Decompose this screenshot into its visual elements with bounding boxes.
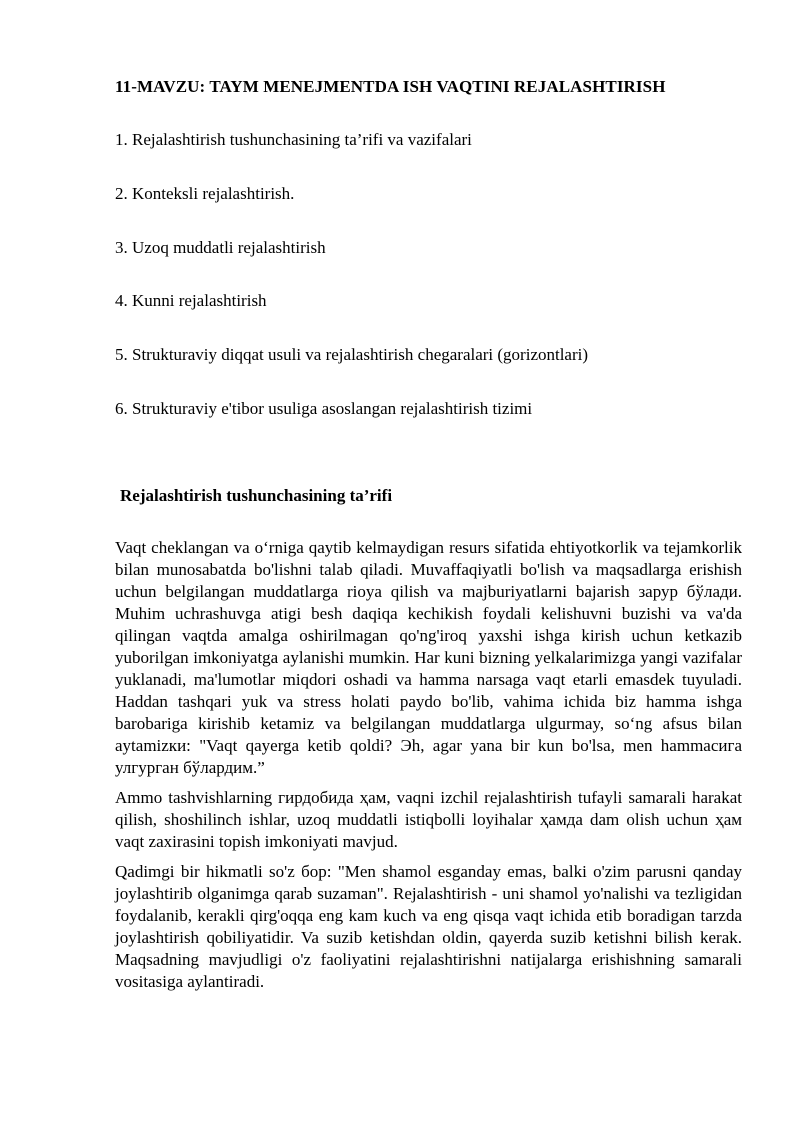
page-title: 11-MAVZU: TAYM MENEJMENTDA ISH VAQTINI REJALASHTIRISH <box>115 77 666 96</box>
toc-item-5: 5. Strukturaviy diqqat usuli va rejalashtirish chegaralari (gorizontlari) <box>115 345 589 364</box>
paragraph-1: Vaqt cheklangan va o‘rniga qaytib kelmaydigan resurs sifatida ehtiyotkorlik va tejamkorlik bilan munosabatda bo'lishni talab qiladi. Muvaffaqiyatli bo'lish va maqsadlarga erishish uchun belgilangan muddatlarga rioya qilish va majburiyatlarni bajarish зарур бўлади. Muhim uchrashuvga atigi besh daqiqa kechikish foydali kelishuvni buzishi va va'da qilingan vaqtda amalga oshirilmagan qo'ng'iroq yaxshi ishga kirish uchun ketkazib yuborilgan imkoniyatga aylanishi mumkin. Har kuni bizning yelkalarimizga yangi vazifalar yuklanadi, ma'lumotlar miqdori oshadi va hamma narsaga vaqt etarli emasdek tuyuladi. Haddan tashqari yuk va stress holati paydo bo'lib, vahima ichida biz hamma ishga barobariga kirishib ketamiz va belgilangan muddatlarga ulgurmay, so‘ng afsus bilan aytamizки: "Vaqt qayerga ketib qoldi? Эh, agar yana bir kun bo'lsa, men hammaсига улгурган бўлардим.” <box>115 538 742 777</box>
body-text <box>115 537 742 1001</box>
toc-item-2: 2. Konteksli rejalashtirish. <box>115 184 295 203</box>
toc-item-4: 4. Kunni rejalashtirish <box>115 291 267 310</box>
paragraph-2: Ammo tashvishlarning гирдобида ҳам, vaqni izchil rejalashtirish tufayli samarali harakat qilish, shoshilinch ishlar, uzoq muddatli istiqbolli loyihalar ҳамда dam olish uchun ҳам vaqt zaxirasini topish imkoniyati mavjud. <box>115 788 742 851</box>
toc-item-6: 6. Strukturaviy e'tibor usuliga asoslangan rejalashtirish tizimi <box>115 399 533 418</box>
paragraph-3: Qadimgi bir hikmatli so'z бор: "Men shamol esganday emas, balki o'zim parusni qanday joylashtirib olganimga qarab suzaman". Rejalashtirish - uni shamol yo'nalishi va tezligidan foydalanib, kerakli qirg'oqqa eng kam kuch va eng qisqa vaqt ichida etib boradigan tarzda joylashtirish qobiliyatidir. Va suzib ketishdan oldin, qayerda suzib ketishni bilish kerak. Maqsadning mavjudligi o'z faoliyatini rejalashtirishni natijalarga erishishning samarali vositasiga aylantiradi. <box>115 862 742 991</box>
section-heading: Rejalashtirish tushunchasining ta’rifi <box>120 486 393 505</box>
toc-item-3: 3. Uzoq muddatli rejalashtirish <box>115 238 326 257</box>
toc-item-1: 1. Rejalashtirish tushunchasining ta’rifi va vazifalari <box>115 130 472 149</box>
